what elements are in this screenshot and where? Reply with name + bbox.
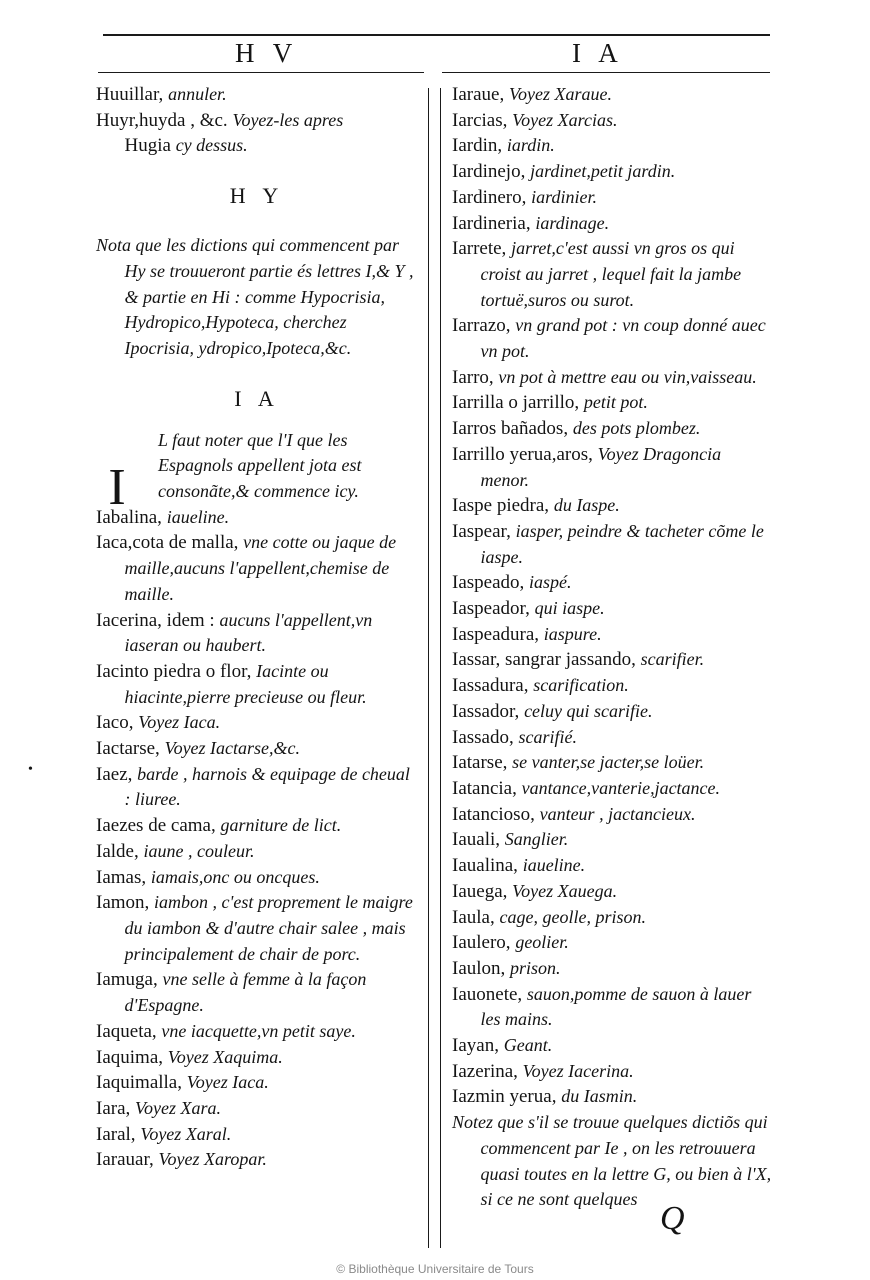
left-column <box>96 82 418 1173</box>
entry: Iaula, cage, geolle, prison. <box>452 906 646 928</box>
entry: Iaspear, iasper, peindre & tacheter cõme le iaspe. <box>452 520 764 567</box>
header-rule-right <box>442 72 770 73</box>
entry: Iabalina, iaueline. <box>96 506 230 528</box>
entry: Iarrilla o jarrillo, petit pot. <box>452 392 648 414</box>
entry: Iaulero, geolier. <box>452 932 569 954</box>
entry: Iaquima, Voyez Xaquima. <box>96 1046 283 1068</box>
column-divider <box>428 88 429 1248</box>
entry: Iacerina, idem : aucuns l'appellent,vn iaseran ou haubert. <box>96 609 373 656</box>
entry: Iarcias, Voyez Xarcias. <box>452 109 618 131</box>
entry: Iaspeador, qui iaspe. <box>452 598 605 620</box>
entry: Iauonete, sauon,pomme de sauon à lauer les mains. <box>452 983 752 1030</box>
entry: Iaulon, prison. <box>452 957 561 979</box>
entry: Huuillar, annuler. <box>96 84 227 105</box>
entry: Iaspeadura, iaspure. <box>452 623 602 645</box>
entry: Iazerina, Voyez Iacerina. <box>452 1060 634 1082</box>
entry: Iaquimalla, Voyez Iaca. <box>96 1072 269 1094</box>
running-head-left: H V <box>235 38 299 68</box>
entry: Iauega, Voyez Xauega. <box>452 880 618 902</box>
entry: Iactarse, Voyez Iactarse,&c. <box>96 738 301 760</box>
library-credit: © Bibliothèque Universitaire de Tours <box>336 1262 534 1276</box>
entry: Iarauar, Voyez Xaropar. <box>96 1149 267 1171</box>
entry: Iamuga, vne selle à femme à la façon d'Espagne. <box>96 969 367 1016</box>
entry: Iarrazo, vn grand pot : vn coup donné auec vn pot. <box>452 315 766 362</box>
entry: Iatancioso, vanteur , jactancieux. <box>452 803 696 825</box>
entry: Iarrillo yerua,aros, Voyez Dragoncia menor. <box>452 443 722 490</box>
entry: Huyr,huyda , &c. Voyez-les apres Hugia cy dessus. <box>96 109 344 157</box>
entry: Iassar, sangrar jassando, scarifier. <box>452 649 705 671</box>
entry: Iaca,cota de malla, vne cotte ou jaque de maille,aucuns l'appellent,chemise de maille. <box>96 532 397 604</box>
intro-paragraph: L faut noter que l'I que les Espagnols appellent jota est consonãte,& commence icy. <box>158 429 362 502</box>
entry: Iaez, barde , harnois & equipage de cheual : liuree. <box>96 763 410 810</box>
top-rule <box>103 34 770 36</box>
entry: Iazmin yerua, du Iasmin. <box>452 1086 638 1108</box>
entry: Iaualina, iaueline. <box>452 855 586 877</box>
section-heading-hy: H Y <box>229 183 285 209</box>
entry: Ialde, iaune , couleur. <box>96 840 255 862</box>
catchword: Q <box>660 1200 685 1237</box>
entry: Iardinero, iardinier. <box>452 186 597 208</box>
drop-capital: I <box>108 459 126 516</box>
header-rule-left <box>98 72 424 73</box>
entry: Iardin, iardin. <box>452 135 555 157</box>
entry: Iaezes de cama, garniture de lict. <box>96 815 342 837</box>
section-heading-ia: I A <box>234 385 280 411</box>
entry: Iatancia, vantance,vanterie,jactance. <box>452 777 721 799</box>
entry: Iaraue, Voyez Xaraue. <box>452 84 612 105</box>
entry: Iauali, Sanglier. <box>452 829 569 851</box>
entry: Iarrete, jarret,c'est aussi vn gros os qui croist au jarret , lequel fait la jambe tortuë,suros ou surot. <box>452 238 742 310</box>
entry: Iacinto piedra o flor, Iacinte ou hiacinte,pierre precieuse ou fleur. <box>96 660 367 707</box>
note-paragraph: Notez que s'il se trouue quelques dictiõs qui commencent par Ie , on les retrouuera quasi toutes en la lettre G, ou bien à l'X, si ce ne sont quelques <box>452 1112 772 1210</box>
entry: Iarros bañados, des pots plombez. <box>452 418 701 440</box>
nota-paragraph: Nota que les dictions qui commencent par Hy se trouueront partie és lettres I,& Y , & partie en Hi : comme Hypocrisia, Hydropico,Hypoteca, cherchez Ipocrisia, ydropico,Ipoteca,&c. <box>96 235 414 358</box>
entry: Iaral, Voyez Xaral. <box>96 1123 232 1145</box>
entry: Iardineria, iardinage. <box>452 212 610 234</box>
entry: Iarro, vn pot à mettre eau ou vin,vaisseau. <box>452 366 757 388</box>
entry: Iaco, Voyez Iaca. <box>96 712 221 734</box>
entry: Iaspe piedra, du Iaspe. <box>452 495 620 517</box>
entry: Iamas, iamais,onc ou oncques. <box>96 866 320 888</box>
column-divider-inner <box>440 88 441 1248</box>
entry: Iara, Voyez Xara. <box>96 1097 222 1119</box>
entry: Iassado, scarifié. <box>452 726 577 748</box>
entry: Iatarse, se vanter,se jacter,se loüer. <box>452 752 705 774</box>
entry: Iassador, celuy qui scarifie. <box>452 700 653 722</box>
entry: Iassadura, scarification. <box>452 675 629 697</box>
entry: Iayan, Geant. <box>452 1035 553 1057</box>
margin-mark: • <box>28 762 33 777</box>
entry: Iardinejo, jardinet,petit jardin. <box>452 161 676 183</box>
right-column <box>452 82 772 1213</box>
entry: Iamon, iambon , c'est proprement le maigre du iambon & d'autre chair salee , mais principalement de chair de porc. <box>96 892 413 964</box>
entry: Iaqueta, vne iacquette,vn petit saye. <box>96 1020 356 1042</box>
running-head-right: I A <box>572 38 624 68</box>
entry: Iaspeado, iaspé. <box>452 572 572 594</box>
